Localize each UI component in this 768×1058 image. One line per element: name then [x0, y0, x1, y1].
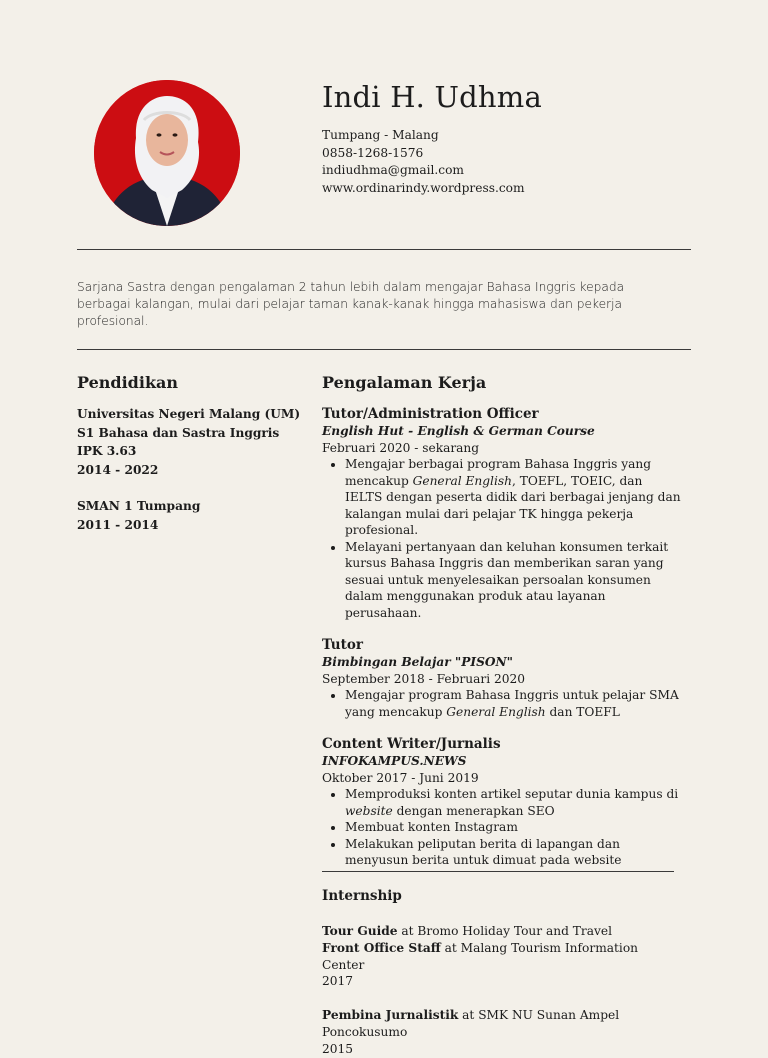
university-name: Universitas Negeri Malang (UM) — [77, 407, 301, 421]
job-duties — [322, 786, 682, 869]
internship-item-1: Tour Guide at Bromo Holiday Tour and Travel — [322, 924, 612, 938]
company-name: Bimbingan Belajar "PISON" — [322, 655, 514, 669]
divider-top — [77, 249, 691, 250]
job-period: Oktober 2017 - Juni 2019 — [322, 770, 479, 785]
duty-item: • Membuat konten Instagram — [345, 819, 682, 836]
phone-text: 0858-1268-1576 — [322, 145, 424, 160]
job-period: Februari 2020 - sekarang — [322, 440, 480, 455]
internship-year-2: 2017 — [322, 974, 354, 989]
university-years: 2014 - 2022 — [77, 462, 159, 477]
job-duties — [322, 456, 682, 621]
profile-photo — [94, 80, 240, 226]
profile-summary: Sarjana Sastra dengan pengalaman 2 tahun lebih dalam mengajar Bahasa Inggris kepada berbagai kalangan, mulai dari pelajar taman kanak-kanak hingga mahasiswa dan pekerja profesional. — [77, 280, 625, 328]
job-period: September 2018 - Februari 2020 — [322, 671, 525, 686]
contact-info — [322, 127, 525, 197]
experience-heading: Pengalaman Kerja — [322, 373, 487, 392]
location-text: Tumpang - Malang — [322, 128, 439, 142]
education-heading: Pendidikan — [77, 373, 179, 392]
degree-text: S1 Bahasa dan Sastra Inggris — [77, 425, 280, 440]
company-name: INFOKAMPUS.NEWS — [322, 754, 467, 768]
internship-item-2: Front Office Staff at Malang Tourism Information Center — [322, 940, 639, 972]
education-section — [77, 405, 300, 534]
job-title: Tutor — [322, 637, 363, 653]
duty-item: • Memproduksi konten artikel seputar dunia kampus di website dengan menerapkan SEO — [345, 786, 682, 819]
highschool-years: 2011 - 2014 — [77, 517, 159, 532]
gpa-text: IPK 3.63 — [77, 444, 137, 458]
company-name: English Hut - English & German Course — [322, 424, 595, 438]
experience-section — [322, 405, 682, 1058]
divider-middle — [77, 349, 691, 350]
job-title: Content Writer/Jurnalis — [322, 736, 501, 752]
job-entry-1 — [322, 405, 682, 621]
job-title: Tutor/Administration Officer — [322, 406, 539, 422]
internship-heading: Internship — [322, 887, 402, 904]
divider-internship — [322, 871, 674, 872]
website-text: www.ordinarindy.wordpress.com — [322, 180, 525, 195]
internship-year-3: 2015 — [322, 1041, 354, 1056]
candidate-name: Indi H. Udhma — [322, 80, 542, 114]
duty-item: • Mengajar berbagai program Bahasa Inggris yang mencakup General English, TOEFL, TOEIC, dan IELTS dengan peserta didik dari berbagai jenjang dan kalangan mulai dari pelajar TK hingga pekerja profesional. — [345, 456, 682, 539]
duty-item: • Melayani pertanyaan dan keluhan konsumen terkait kursus Bahasa Inggris dan memberikan saran yang sesuai untuk menyelesaikan persoalan konsumen dalam menggunakan produk atau layanan perusahaan. — [345, 539, 682, 622]
duty-item: • Melakukan peliputan berita di lapangan dan menyusun berita untuk dimuat pada website — [345, 836, 682, 869]
email-text: indiudhma@gmail.com — [322, 163, 464, 177]
internship-item-3: Pembina Jurnalistik at SMK NU Sunan Ampel Poncokusumo — [322, 1008, 620, 1039]
highschool-name: SMAN 1 Tumpang — [77, 499, 201, 513]
job-entry-2 — [322, 636, 682, 720]
job-entry-3 — [322, 735, 682, 869]
job-duties — [322, 687, 682, 720]
duty-item: • Mengajar program Bahasa Inggris untuk pelajar SMA yang mencakup General English dan TOEFL — [345, 687, 682, 720]
